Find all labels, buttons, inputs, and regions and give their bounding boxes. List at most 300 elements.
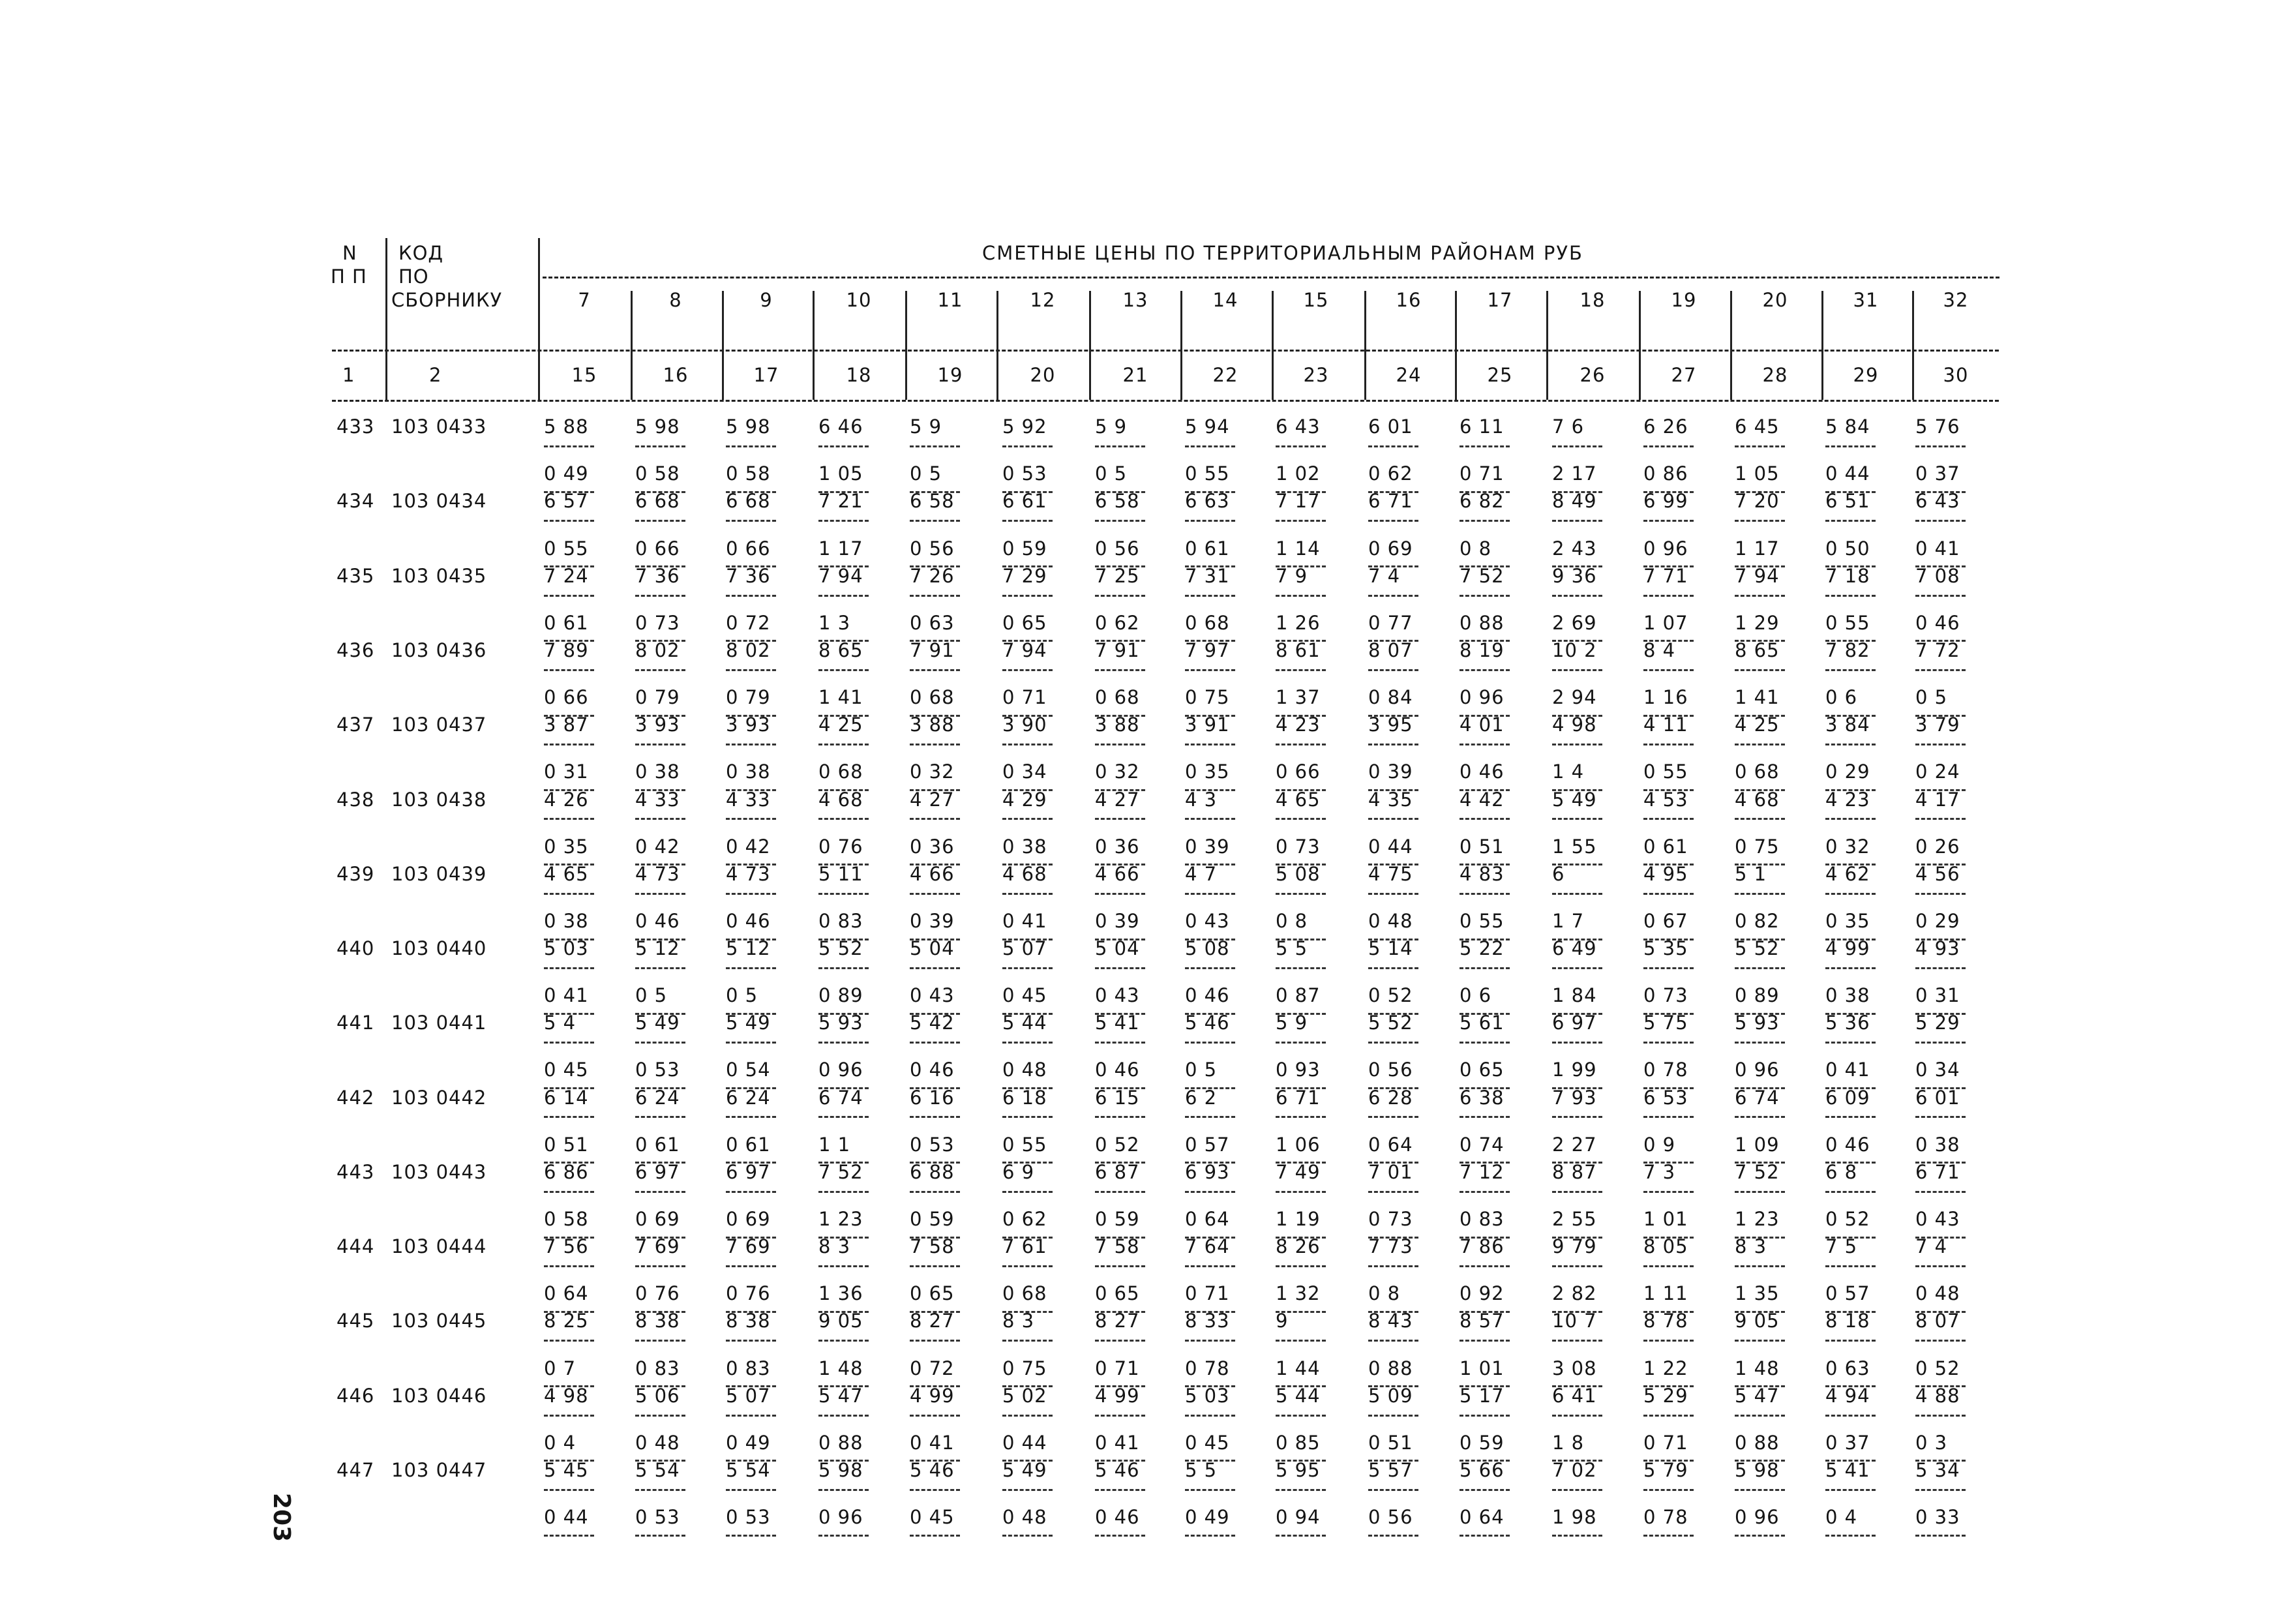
- fraction-bar: [1185, 1415, 1235, 1417]
- price-value: 0 43: [1095, 984, 1140, 1006]
- region-header: 31: [1853, 289, 1879, 311]
- price-value: 6 68: [726, 490, 771, 512]
- price-value: 8 02: [635, 639, 680, 661]
- price-value: 8 61: [1276, 639, 1321, 661]
- fraction-bar: [1095, 1116, 1145, 1118]
- price-value: 4 29: [1002, 789, 1047, 811]
- price-value: 0 83: [1460, 1208, 1505, 1230]
- price-value: 0 7: [544, 1357, 576, 1379]
- header-divider: [1180, 291, 1182, 400]
- price-value: 0 50: [1825, 537, 1870, 560]
- fraction-bar: [1276, 893, 1326, 895]
- price-value: 0 39: [1095, 910, 1140, 932]
- row-number: 440: [337, 937, 375, 959]
- price-value: 4 68: [1735, 789, 1780, 811]
- price-value: 0 78: [1185, 1357, 1230, 1379]
- price-value: 1 05: [1735, 462, 1780, 485]
- price-value: 0 64: [1185, 1208, 1230, 1230]
- price-value: 6 93: [1185, 1161, 1230, 1183]
- price-value: 7 36: [635, 565, 680, 587]
- fraction-bar: [635, 893, 685, 895]
- row-code: 103 0444: [391, 1235, 487, 1257]
- fraction-bar: [1368, 669, 1418, 671]
- price-value: 7 82: [1825, 639, 1870, 661]
- price-value: 0 38: [1915, 1134, 1960, 1156]
- price-value: 0 37: [1915, 462, 1960, 485]
- price-value: 5 52: [1368, 1012, 1413, 1034]
- fraction-bar: [635, 1340, 685, 1342]
- fraction-bar: [1368, 818, 1418, 820]
- price-value: 0 51: [544, 1134, 589, 1156]
- price-value: 6 71: [1276, 1087, 1321, 1109]
- price-value: 0 63: [910, 612, 955, 634]
- price-value: 3 79: [1915, 714, 1960, 736]
- fraction-bar: [1460, 445, 1510, 447]
- fraction-bar: [1368, 1042, 1418, 1044]
- price-value: 7 18: [1825, 565, 1870, 587]
- price-value: 0 66: [1276, 760, 1321, 783]
- price-value: 3 87: [544, 714, 589, 736]
- price-value: 5 54: [726, 1459, 771, 1481]
- price-value: 0 41: [910, 1432, 955, 1454]
- price-value: 0 96: [1643, 537, 1688, 560]
- fraction-bar: [1915, 1265, 1966, 1267]
- fraction-bar: [1643, 1191, 1694, 1193]
- price-value: 8 38: [726, 1310, 771, 1332]
- price-value: 0 6: [1460, 984, 1492, 1006]
- column-number: 16: [663, 364, 689, 386]
- fraction-bar: [1735, 445, 1785, 447]
- price-value: 4 25: [1735, 714, 1780, 736]
- price-value: 0 44: [1002, 1432, 1047, 1454]
- price-value: 5 46: [910, 1459, 955, 1481]
- price-value: 7 94: [1002, 639, 1047, 661]
- fraction-bar: [1276, 1535, 1326, 1537]
- price-value: 4 68: [1002, 863, 1047, 885]
- price-value: 7 72: [1915, 639, 1960, 661]
- row-number: 447: [337, 1459, 375, 1481]
- fraction-bar: [1368, 1116, 1418, 1118]
- price-value: 0 78: [1643, 1506, 1688, 1528]
- fraction-bar: [1002, 744, 1053, 745]
- price-value: 8 07: [1368, 639, 1413, 661]
- price-value: 6 86: [544, 1161, 589, 1183]
- fraction-bar: [1368, 1535, 1418, 1537]
- price-value: 9 79: [1552, 1235, 1597, 1257]
- fraction-bar: [818, 967, 869, 969]
- price-value: 7 17: [1276, 490, 1321, 512]
- fraction-bar: [1552, 967, 1602, 969]
- fraction-bar: [1095, 520, 1145, 522]
- fraction-bar: [726, 669, 776, 671]
- fraction-bar: [818, 1042, 869, 1044]
- price-value: 0 65: [1002, 612, 1047, 634]
- fraction-bar: [1002, 520, 1053, 522]
- fraction-bar: [1095, 744, 1145, 745]
- header-pp-label: П П: [331, 265, 367, 288]
- price-value: 6 74: [1735, 1087, 1780, 1109]
- price-value: 7 52: [818, 1161, 863, 1183]
- price-value: 4 35: [1368, 789, 1413, 811]
- price-value: 0 4: [544, 1432, 576, 1454]
- price-value: 5 93: [1735, 1012, 1780, 1034]
- price-value: 4 95: [1643, 863, 1688, 885]
- row-code: 103 0446: [391, 1385, 487, 1407]
- header-divider: [722, 291, 724, 400]
- price-value: 0 37: [1825, 1432, 1870, 1454]
- price-value: 4 01: [1460, 714, 1505, 736]
- price-value: 0 32: [910, 760, 955, 783]
- fraction-bar: [1915, 1535, 1966, 1537]
- fraction-bar: [910, 520, 960, 522]
- price-value: 0 46: [1095, 1506, 1140, 1528]
- price-value: 1 44: [1276, 1357, 1321, 1379]
- price-value: 4 33: [635, 789, 680, 811]
- fraction-bar: [1185, 520, 1235, 522]
- fraction-bar: [1185, 818, 1235, 820]
- price-value: 7 29: [1002, 565, 1047, 587]
- price-value: 7 86: [1460, 1235, 1505, 1257]
- column-number: 30: [1943, 364, 1969, 386]
- row-number: 433: [337, 415, 375, 438]
- fraction-bar: [1276, 669, 1326, 671]
- price-value: 6 97: [726, 1161, 771, 1183]
- price-value: 6 9: [1002, 1161, 1035, 1183]
- price-value: 2 27: [1552, 1134, 1597, 1156]
- fraction-bar: [1095, 445, 1145, 447]
- fraction-bar: [544, 1489, 594, 1491]
- fraction-bar: [1460, 1116, 1510, 1118]
- price-value: 0 59: [910, 1208, 955, 1230]
- table-title: СМЕТНЫЕ ЦЕНЫ ПО ТЕРРИТОРИАЛЬНЫМ РАЙОНАМ РУБ: [982, 242, 1583, 264]
- price-value: 5 29: [1643, 1385, 1688, 1407]
- fraction-bar: [1002, 818, 1053, 820]
- fraction-bar: [1915, 967, 1966, 969]
- price-value: 0 3: [1915, 1432, 1948, 1454]
- price-value: 0 62: [1368, 462, 1413, 485]
- row-number: 435: [337, 565, 375, 587]
- price-value: 6 43: [1276, 415, 1321, 438]
- fraction-bar: [1735, 1042, 1785, 1044]
- region-header: 20: [1762, 289, 1788, 311]
- row-code: 103 0441: [391, 1012, 487, 1034]
- fraction-bar: [1643, 818, 1694, 820]
- fraction-bar: [635, 1042, 685, 1044]
- price-value: 5 08: [1276, 863, 1321, 885]
- fraction-bar: [1460, 1340, 1510, 1342]
- price-value: 1 48: [818, 1357, 863, 1379]
- price-value: 0 39: [1368, 760, 1413, 783]
- fraction-bar: [635, 1191, 685, 1193]
- price-value: 5 49: [726, 1012, 771, 1034]
- fraction-bar: [1825, 1042, 1876, 1044]
- price-value: 0 9: [1643, 1134, 1676, 1156]
- fraction-bar: [1002, 1415, 1053, 1417]
- region-header: 15: [1303, 289, 1329, 311]
- fraction-bar: [1095, 595, 1145, 597]
- price-value: 4 17: [1915, 789, 1960, 811]
- fraction-bar: [1643, 520, 1694, 522]
- price-value: 0 65: [1095, 1282, 1140, 1304]
- row-number: 443: [337, 1161, 375, 1183]
- price-value: 1 35: [1735, 1282, 1780, 1304]
- fraction-bar: [1185, 445, 1235, 447]
- price-value: 5 98: [635, 415, 680, 438]
- fraction-bar: [635, 967, 685, 969]
- fraction-bar: [1276, 1415, 1326, 1417]
- price-value: 5 49: [1552, 789, 1597, 811]
- price-value: 0 66: [726, 537, 771, 560]
- fraction-bar: [544, 1340, 594, 1342]
- fraction-bar: [1552, 1116, 1602, 1118]
- fraction-bar: [1643, 445, 1694, 447]
- price-value: 6 51: [1825, 490, 1870, 512]
- price-value: 0 35: [1185, 760, 1230, 783]
- header-divider: [905, 291, 907, 400]
- price-value: 4 27: [910, 789, 955, 811]
- price-value: 0 68: [1095, 686, 1140, 708]
- fraction-bar: [1825, 1265, 1876, 1267]
- column-number: 15: [571, 364, 597, 386]
- price-value: 0 61: [1643, 835, 1688, 858]
- fraction-bar: [1095, 1265, 1145, 1267]
- fraction-bar: [1825, 1489, 1876, 1491]
- price-value: 5 12: [635, 937, 680, 959]
- price-value: 5 92: [1002, 415, 1047, 438]
- fraction-bar: [1368, 1489, 1418, 1491]
- price-value: 0 56: [910, 537, 955, 560]
- fraction-bar: [1276, 445, 1326, 447]
- price-value: 0 78: [1643, 1059, 1688, 1081]
- price-value: 0 5: [635, 984, 668, 1006]
- fraction-bar: [1552, 1042, 1602, 1044]
- price-value: 8 87: [1552, 1161, 1597, 1183]
- fraction-bar: [1460, 1415, 1510, 1417]
- fraction-bar: [1095, 1042, 1145, 1044]
- price-value: 0 45: [1185, 1432, 1230, 1454]
- fraction-bar: [1002, 893, 1053, 895]
- price-value: 9 36: [1552, 565, 1597, 587]
- price-value: 0 41: [544, 984, 589, 1006]
- price-value: 0 64: [544, 1282, 589, 1304]
- fraction-bar: [1095, 1340, 1145, 1342]
- price-value: 6 38: [1460, 1087, 1505, 1109]
- header-divider: [1546, 291, 1548, 400]
- price-value: 1 19: [1276, 1208, 1321, 1230]
- price-value: 1 3: [818, 612, 851, 634]
- price-value: 0 68: [1185, 612, 1230, 634]
- header-divider: [385, 238, 387, 400]
- price-value: 6 24: [726, 1087, 771, 1109]
- price-value: 0 55: [1185, 462, 1230, 485]
- price-value: 4 68: [818, 789, 863, 811]
- price-value: 8 19: [1460, 639, 1505, 661]
- fraction-bar: [1185, 744, 1235, 745]
- price-value: 1 29: [1735, 612, 1780, 634]
- row-code: 103 0443: [391, 1161, 487, 1183]
- region-header: 32: [1943, 289, 1969, 311]
- price-value: 4 75: [1368, 863, 1413, 885]
- price-value: 0 31: [1915, 984, 1960, 1006]
- price-value: 5 34: [1915, 1459, 1960, 1481]
- price-value: 3 95: [1368, 714, 1413, 736]
- price-value: 6 18: [1002, 1087, 1047, 1109]
- price-value: 0 59: [1460, 1432, 1505, 1454]
- price-value: 0 61: [1185, 537, 1230, 560]
- fraction-bar: [1552, 520, 1602, 522]
- price-value: 7 31: [1185, 565, 1230, 587]
- price-value: 0 52: [1368, 984, 1413, 1006]
- fraction-bar: [1095, 669, 1145, 671]
- price-value: 3 88: [910, 714, 955, 736]
- fraction-bar: [1915, 744, 1966, 745]
- header-divider: [1364, 291, 1366, 400]
- fraction-bar: [544, 1415, 594, 1417]
- price-value: 8 07: [1915, 1310, 1960, 1332]
- fraction-bar: [1643, 893, 1694, 895]
- price-value: 7 5: [1825, 1235, 1858, 1257]
- fraction-bar: [1735, 1489, 1785, 1491]
- price-value: 0 62: [1095, 612, 1140, 634]
- price-value: 8 57: [1460, 1310, 1505, 1332]
- fraction-bar: [818, 1415, 869, 1417]
- price-value: 1 06: [1276, 1134, 1321, 1156]
- fraction-bar: [1825, 1116, 1876, 1118]
- price-value: 2 17: [1552, 462, 1597, 485]
- price-value: 4 73: [635, 863, 680, 885]
- row-code: 103 0437: [391, 714, 487, 736]
- price-value: 0 45: [1002, 984, 1047, 1006]
- row-code: 103 0439: [391, 863, 487, 885]
- fraction-bar: [1552, 818, 1602, 820]
- price-value: 1 09: [1735, 1134, 1780, 1156]
- row-code: 103 0440: [391, 937, 487, 959]
- fraction-bar: [1643, 1265, 1694, 1267]
- column-number: 29: [1853, 364, 1879, 386]
- fraction-bar: [1735, 967, 1785, 969]
- price-value: 9 05: [1735, 1310, 1780, 1332]
- price-value: 0 49: [726, 1432, 771, 1454]
- header-divider: [1455, 291, 1457, 400]
- fraction-bar: [1460, 967, 1510, 969]
- header-rule: [332, 350, 1999, 352]
- price-value: 5 94: [1185, 415, 1230, 438]
- fraction-bar: [1276, 1340, 1326, 1342]
- price-value: 4 7: [1185, 863, 1218, 885]
- header-n-label: N: [342, 242, 357, 264]
- price-value: 7 3: [1643, 1161, 1676, 1183]
- price-value: 2 82: [1552, 1282, 1597, 1304]
- price-value: 10 2: [1552, 639, 1597, 661]
- price-value: 0 68: [1002, 1282, 1047, 1304]
- price-value: 5 75: [1643, 1012, 1688, 1034]
- price-value: 0 53: [635, 1059, 680, 1081]
- price-value: 10 7: [1552, 1310, 1597, 1332]
- fraction-bar: [1368, 1415, 1418, 1417]
- price-value: 3 93: [726, 714, 771, 736]
- price-value: 0 44: [1825, 462, 1870, 485]
- price-value: 0 46: [1460, 760, 1505, 783]
- fraction-bar: [1825, 893, 1876, 895]
- price-value: 0 88: [1735, 1432, 1780, 1454]
- region-header: 13: [1122, 289, 1148, 311]
- price-value: 6 16: [910, 1087, 955, 1109]
- fraction-bar: [818, 893, 869, 895]
- region-header: 19: [1671, 289, 1697, 311]
- price-value: 0 53: [1002, 462, 1047, 485]
- price-value: 3 90: [1002, 714, 1047, 736]
- fraction-bar: [1643, 1415, 1694, 1417]
- price-value: 4 42: [1460, 789, 1505, 811]
- price-value: 0 84: [1368, 686, 1413, 708]
- fraction-bar: [1185, 595, 1235, 597]
- price-value: 0 87: [1276, 984, 1321, 1006]
- price-value: 8 65: [818, 639, 863, 661]
- fraction-bar: [910, 1340, 960, 1342]
- price-value: 0 8: [1276, 910, 1308, 932]
- price-value: 5 41: [1825, 1459, 1870, 1481]
- price-value: 6 26: [1643, 415, 1688, 438]
- fraction-bar: [1368, 1340, 1418, 1342]
- price-value: 9: [1276, 1310, 1289, 1332]
- fraction-bar: [1735, 669, 1785, 671]
- fraction-bar: [1185, 669, 1235, 671]
- fraction-bar: [1095, 893, 1145, 895]
- price-value: 0 96: [818, 1059, 863, 1081]
- price-value: 6 01: [1915, 1087, 1960, 1109]
- price-value: 0 48: [1915, 1282, 1960, 1304]
- price-value: 0 66: [635, 537, 680, 560]
- fraction-bar: [1552, 1415, 1602, 1417]
- price-value: 5 07: [726, 1385, 771, 1407]
- price-value: 5 47: [1735, 1385, 1780, 1407]
- fraction-bar: [1552, 669, 1602, 671]
- price-value: 6 49: [1552, 937, 1597, 959]
- column-number: 17: [753, 364, 779, 386]
- price-value: 6 68: [635, 490, 680, 512]
- price-value: 4 99: [910, 1385, 955, 1407]
- price-value: 6 11: [1460, 415, 1505, 438]
- price-value: 0 73: [1643, 984, 1688, 1006]
- header-divider: [1821, 291, 1823, 400]
- row-code: 103 0438: [391, 789, 487, 811]
- fraction-bar: [1735, 744, 1785, 745]
- price-value: 0 5: [1185, 1059, 1218, 1081]
- fraction-bar: [1002, 1340, 1053, 1342]
- price-value: 0 43: [910, 984, 955, 1006]
- price-value: 0 94: [1276, 1506, 1321, 1528]
- price-value: 3 93: [635, 714, 680, 736]
- fraction-bar: [910, 1535, 960, 1537]
- price-value: 5 45: [544, 1459, 589, 1481]
- price-value: 5 54: [635, 1459, 680, 1481]
- price-value: 0 43: [1915, 1208, 1960, 1230]
- header-code-label: КОД: [398, 242, 444, 264]
- price-value: 4 65: [544, 863, 589, 885]
- price-value: 8 33: [1185, 1310, 1230, 1332]
- fraction-bar: [1825, 818, 1876, 820]
- fraction-bar: [910, 1191, 960, 1193]
- header-code-label: ПО: [398, 265, 429, 288]
- price-value: 0 49: [1185, 1506, 1230, 1528]
- price-value: 4 99: [1095, 1385, 1140, 1407]
- price-value: 1 17: [1735, 537, 1780, 560]
- price-value: 0 75: [1002, 1357, 1047, 1379]
- fraction-bar: [726, 520, 776, 522]
- price-value: 2 55: [1552, 1208, 1597, 1230]
- fraction-bar: [1460, 1489, 1510, 1491]
- price-value: 7 4: [1368, 565, 1401, 587]
